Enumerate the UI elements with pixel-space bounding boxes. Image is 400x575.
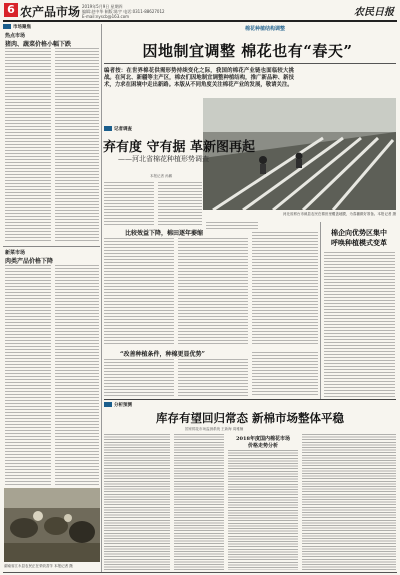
bottom-text-a <box>104 434 170 570</box>
bottom-text-d <box>302 434 396 570</box>
editor-email: E-mail:nyscb@163.com <box>82 14 130 19</box>
survey-text-b1 <box>158 182 202 225</box>
survey-deck: ——河北省棉花种植形势调查 <box>118 155 209 163</box>
bottom-text-c <box>228 450 298 570</box>
left-photo-caption: 湖南省江永县农民正在采收香芋 本报记者 摄 <box>4 564 73 568</box>
section-marker <box>3 24 11 29</box>
editor-line: 编辑:赵中华 制版:陈宇 电话:0311-88627012 <box>82 9 165 14</box>
survey-text-c2 <box>252 232 318 346</box>
survey-byline: 本报记者 孙鹏 <box>150 174 173 178</box>
bottom-text-b <box>174 434 224 570</box>
bottom-top-rule <box>104 399 396 400</box>
bottom-tag: 分析预测 <box>114 403 132 408</box>
survey-subhead-2: “改善种植条件，种棉更显优势” <box>120 351 205 358</box>
left-text-col-d <box>55 265 99 485</box>
bottom-marker <box>104 402 112 407</box>
bottom-byline: 国家棉花市场监测系统 王新海 周雅楠 <box>185 427 244 431</box>
top-lead: 编者按：在世界棉花供需形势持续变化之际，我国的棉花产业链也面临较大挑战。在河北、新疆等主产区，棉农们因地制宜调整种植结构，推广新品种、新技术，力求在困境中走出新路。本版从不同角度关注棉花产业的发展，敬请关注。 <box>104 68 294 89</box>
paper-logo: 农民日报 <box>354 7 394 18</box>
left-sub-section: 新菜市场 <box>5 250 26 256</box>
section-title: 农产品市场 <box>20 5 81 19</box>
side-rule <box>320 222 321 400</box>
top-photo-caption: 河北省邢台市威县农民在棉田里覆盖地膜，为春播做好准备。本报记者 摄 <box>282 212 396 216</box>
left-lead-kicker: 热点市场 <box>5 33 26 39</box>
left-photo <box>4 488 100 562</box>
side-headline-2: 呼唤种植模式变革 <box>331 238 387 247</box>
side-headline-1: 棉企向优势区集中 <box>331 228 387 237</box>
survey-marker <box>104 126 112 131</box>
left-divider <box>3 246 100 247</box>
bottom-box-title-2: 价格走势分析 <box>247 443 278 449</box>
bottom-box-title-1: 2018年度国内棉花市场 <box>236 436 290 442</box>
survey-text-b2 <box>178 238 248 346</box>
left-lead-title: 猪肉、蔬菜价格小幅下跌 <box>5 41 72 48</box>
top-headline: 因地制宜调整 棉花也有“春天” <box>142 42 353 60</box>
header-rule <box>3 20 397 22</box>
survey-text-b3 <box>178 359 248 397</box>
survey-text-c0 <box>206 222 258 230</box>
survey-headline: 弃有度 守有据 革新图再起 <box>103 140 256 155</box>
left-sub-title: 肉类产品价格下降 <box>5 258 54 265</box>
edition-date: 2019年5月9日 星期四 <box>82 4 123 9</box>
survey-subhead-1: 比较效益下降，棉田逐年萎缩 <box>125 230 204 237</box>
survey-text-a1 <box>104 182 154 225</box>
left-text-col-b <box>55 48 99 243</box>
survey-text-c3 <box>252 352 318 397</box>
survey-text-a2 <box>104 238 174 346</box>
survey-text-a3 <box>104 359 174 397</box>
footer-rule <box>3 572 397 573</box>
survey-tag: 记者调查 <box>114 127 132 132</box>
left-text-col-a <box>5 48 51 243</box>
top-headline-rule <box>104 63 396 64</box>
top-kicker: 棉花种植结构调整 <box>245 26 286 32</box>
side-text <box>324 252 395 397</box>
left-text-col-c <box>5 265 51 485</box>
column-rule <box>101 24 102 572</box>
page-number: 6 <box>4 3 18 17</box>
bottom-headline: 库存有望回归常态 新棉市场整体平稳 <box>155 411 344 425</box>
left-section-tag: 市场聚焦 <box>13 25 31 30</box>
